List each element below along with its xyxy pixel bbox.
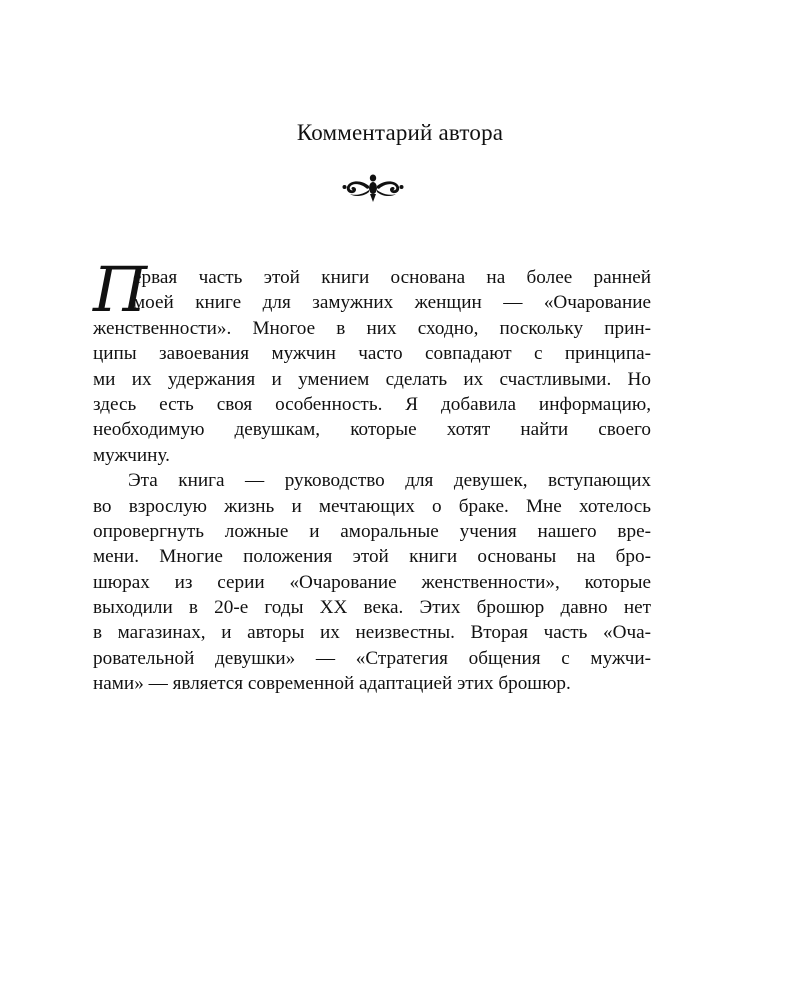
fleuron-ornament-icon	[342, 172, 404, 204]
text-line: женственности». Многое в них сходно, поскольку прин-	[93, 317, 651, 339]
text-line: мени. Многие положения этой книги основаны на бро-	[93, 546, 651, 568]
paragraph-2	[93, 468, 651, 697]
text-line: опровергнуть ложные и аморальные учения нашего вре-	[93, 520, 651, 542]
text-line: в магазинах, и авторы их неизвестны. Вторая часть «Оча-	[93, 622, 651, 644]
text-line: мужчину.	[93, 444, 170, 466]
text-line: ровательной девушки» — «Стратегия общения с мужчи-	[93, 647, 651, 669]
text-line: шюрах из серии «Очарование женственности», которые	[93, 571, 651, 593]
text-line: во взрослую жизнь и мечтающих о браке. Мне хотелось	[93, 495, 651, 517]
body-text	[93, 253, 651, 697]
paragraph-1	[93, 253, 651, 468]
text-line: ми их удержания и умением сделать их счастливыми. Но	[93, 368, 651, 390]
text-line: моей книге для замужних женщин — «Очарование	[133, 292, 651, 314]
text-line: ервая часть этой книги основана на более ранней	[133, 267, 651, 288]
text-line: необходимую девушкам, которые хотят найти своего	[93, 419, 651, 441]
text-line: Эта книга — руководство для девушек, вступающих	[128, 470, 651, 492]
drop-cap: П	[93, 253, 148, 326]
text-line: здесь есть своя особенность. Я добавила информацию,	[93, 393, 651, 415]
page-title: Комментарий автора	[296, 120, 504, 145]
text-line: нами» — является современной адаптацией этих брошюр.	[93, 673, 571, 695]
text-line: ципы завоевания мужчин часто совпадают с принципа-	[93, 343, 651, 365]
text-line: выходили в 20-е годы XX века. Этих брошюр давно нет	[93, 597, 651, 619]
